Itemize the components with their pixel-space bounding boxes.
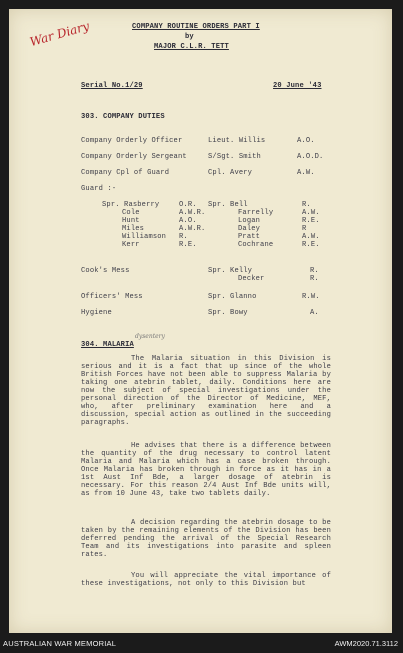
duty-unit: A.W. — [297, 169, 315, 177]
cooks-name: Spr. Kelly — [208, 267, 253, 275]
malaria-paragraph-4: You will appreciate the vital importance of these investigations, not only to this Division but — [81, 572, 331, 588]
guard-name: Miles — [122, 225, 145, 233]
guard-unit: A.W. — [302, 209, 320, 217]
hygiene-name: Spr. Bowy — [208, 309, 248, 317]
guard-name: Cole — [122, 209, 140, 217]
header-title: COMPANY ROUTINE ORDERS PART I — [132, 23, 260, 31]
duty-unit: A.O. — [297, 137, 315, 145]
guard-unit: A.W. — [302, 233, 320, 241]
archive-name: AUSTRALIAN WAR MEMORIAL — [3, 639, 117, 648]
malaria-paragraph-2: He advises that there is a difference between the quantity of the drug necessary to control latent Malaria and Malaria which has a case broken through. Once Malaria has broken through in force as it has in a 1st Aust Inf Bde, a larger dosage of atebrin is necessary. For this reason 2/4 Aust Inf Bde units will, as from 10 June 43, take two tablets daily. — [81, 442, 331, 498]
guard-name: Williamson — [122, 233, 167, 241]
header-by: by — [185, 33, 194, 41]
cooks-unit: R. — [310, 267, 319, 275]
guard-name: Spr. Bell — [208, 201, 248, 209]
guard-unit: A.O. — [179, 217, 197, 225]
guard-unit: R. — [302, 201, 311, 209]
guard-name: Daley — [238, 225, 261, 233]
guard-unit: R — [302, 225, 307, 233]
guard-name: Kerr — [122, 241, 140, 249]
guard-name: Hunt — [122, 217, 140, 225]
guard-unit: A.W.R. — [179, 225, 206, 233]
cooks-name: Decker — [238, 275, 265, 283]
guard-unit: R.E. — [302, 241, 320, 249]
duty-name: Lieut. Willis — [208, 137, 266, 145]
header-author: MAJOR C.L.R. TETT — [154, 43, 229, 51]
guard-name: Logan — [238, 217, 261, 225]
malaria-paragraph-1: The Malaria situation in this Division is serious and it is a fact that up since of the whole British Forces have not been able to suppress Malaria by taking one atebrin tablet, daily. Conditions here are now the subject of special investigations under the personal direction of the Director of Medicine, MEF, who, after preliminary examination here and a discussion, special action as outlined in the succeeding paragraphs. — [81, 355, 331, 427]
guard-unit: O.R. — [179, 201, 197, 209]
guard-unit: R.E. — [302, 217, 320, 225]
guard-label: Guard :- — [81, 185, 117, 193]
section-303-title: 303. COMPANY DUTIES — [81, 113, 165, 121]
hygiene-unit: A. — [310, 309, 319, 317]
cooks-mess-label: Cook's Mess — [81, 267, 130, 275]
guard-name: Spr. Rasberry — [102, 201, 160, 209]
document-page — [9, 9, 392, 633]
malaria-paragraph-3: A decision regarding the atebrin dosage to be taken by the remaining elements of the Division has been deferred pending the arrival of the Special Research Team and its investigations into parasite and spleen rates. — [81, 519, 331, 559]
guard-unit: A.W.R. — [179, 209, 206, 217]
guard-unit: R. — [179, 233, 188, 241]
duty-name: Cpl. Avery — [208, 169, 253, 177]
duty-name: S/Sgt. Smith — [208, 153, 261, 161]
officers-mess-unit: R.W. — [302, 293, 320, 301]
archive-footer — [0, 635, 403, 653]
duty-role: Company Orderly Officer — [81, 137, 183, 145]
duty-unit: A.O.D. — [297, 153, 324, 161]
guard-name: Farrelly — [238, 209, 274, 217]
serial-number: Serial No.1/29 — [81, 82, 143, 90]
guard-name: Cochrane — [238, 241, 274, 249]
archive-reference: AWM2020.71.3112 — [334, 639, 398, 648]
guard-name: Pratt — [238, 233, 261, 241]
section-304-title: 304. MALARIA — [81, 341, 134, 349]
pencil-annotation: dysentery — [135, 333, 165, 340]
hygiene-label: Hygiene — [81, 309, 112, 317]
duty-role: Company Orderly Sergeant — [81, 153, 187, 161]
guard-unit: R.E. — [179, 241, 197, 249]
officers-mess-label: Officers' Mess — [81, 293, 143, 301]
war-diary-handwritten-annotation: War Diary — [28, 18, 91, 50]
cooks-unit: R. — [310, 275, 319, 283]
order-date: 20 June '43 — [273, 82, 322, 90]
duty-role: Company Cpl of Guard — [81, 169, 170, 177]
officers-mess-name: Spr. Glanno — [208, 293, 257, 301]
